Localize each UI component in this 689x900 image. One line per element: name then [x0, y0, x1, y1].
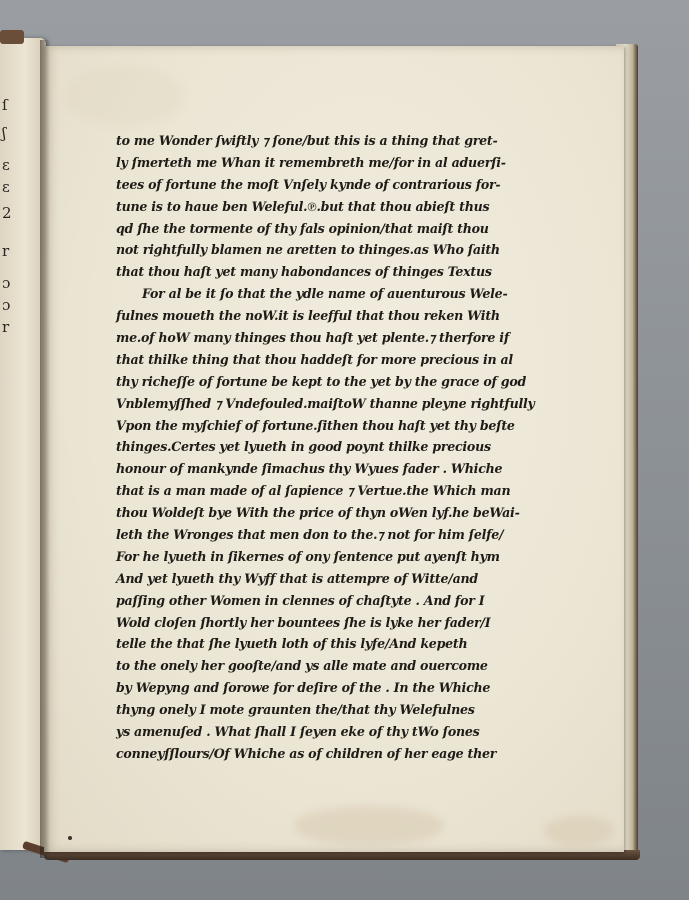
text-line: tune is to haue ben Weleful.℗.but that thou abieſt thus — [116, 198, 490, 214]
text-line: thy richeſſe of fortune be kept to the yet by the grace of god — [116, 373, 527, 389]
book-page — [44, 46, 624, 852]
text-line: thou Woldeſt bye With the price of thyn oWen lyf.he beWai- — [116, 505, 520, 521]
text-line: fulnes moueth the noW.it is leefful that thou reken With — [116, 308, 500, 324]
text-line: Wold cloſen ſhortly her bountees ſhe is lyke her fader/I — [116, 614, 491, 630]
text-line: that thou haſt yet many habondances of thinges Textus — [116, 264, 492, 280]
paper-stain — [64, 66, 184, 126]
text-line: thyng onely I mote graunten the/that thy Welefulnes — [116, 702, 475, 718]
text-line: For he lyueth in ſikernes of ony ſentence put ayenſt hym — [116, 548, 500, 564]
text-line: And yet lyueth thy Wyff that is attempre of Witte/and — [116, 570, 478, 586]
text-line: thinges.Certes yet lyueth in good poynt thilke precious — [116, 439, 491, 455]
paper-stain — [544, 816, 614, 846]
text-line: to me Wonder ſwiftly ⁊ ſone/but this is a thing that gret- — [116, 133, 498, 148]
ink-dot — [68, 836, 72, 840]
margin-glyph: ɔ — [2, 274, 11, 292]
text-line: Vnblemyſſhed ⁊ Vndefouled.maiſtoW thanne pleyne rightfully — [116, 395, 535, 411]
text-line: paſſing other Women in clennes of chaſtyte . And for I — [116, 592, 485, 608]
text-line: conneyſſlours/Of Whiche as of children of her eage ther — [116, 745, 497, 761]
paper-stain — [294, 806, 444, 846]
binding-cord — [0, 30, 24, 44]
binding-gutter-shadow — [40, 40, 50, 858]
margin-glyph: ſ — [2, 96, 8, 114]
text-line: qd ſhe the tormente of thy fals opinion/that maiſt thou — [116, 220, 489, 236]
margin-glyph: r — [2, 242, 10, 260]
margin-glyph: ɛ — [2, 156, 10, 174]
margin-glyph: 2 — [2, 204, 12, 222]
text-line: honour of mankynde ſimachus thy Wyues fader . Whiche — [116, 461, 503, 477]
text-line: by Wepyng and ſorowe for deſire of the . In the Whiche — [116, 680, 491, 696]
text-line: not rightfully blamen ne aretten to thinges.as Who ſaith — [116, 242, 500, 258]
text-line: ys amenuſed . What ſhall I ſeyen eke of thy tWo ſones — [116, 724, 480, 740]
margin-glyph: ʃ — [2, 124, 7, 142]
text-line: Vpon the myſchief of fortune.ſithen thou haſt yet thy beſte — [116, 417, 515, 433]
margin-glyph: r — [2, 318, 10, 336]
text-line: ly ſmerteth me Whan it remembreth me/for in al aduerſi- — [116, 154, 506, 170]
text-line: me.of hoW many thinges thou haſt yet plente.⁊ therfore if — [116, 330, 509, 346]
margin-glyph: ɔ — [2, 296, 11, 314]
text-line: to the onely her gooſte/and ys alle mate and ouercome — [116, 658, 488, 674]
text-line: tees of fortune the moſt Vnſely kynde of contrarious for- — [116, 176, 501, 192]
text-line: that thilke thing that thou haddeſt for more precious in al — [116, 351, 513, 367]
text-line: that is a man made of al ſapience ⁊ Vertue.the Which man — [116, 483, 511, 499]
page-text-block — [116, 130, 536, 765]
text-line: telle the that ſhe lyueth loth of this lyfe/And kepeth — [116, 636, 468, 652]
margin-glyph: ɛ — [2, 178, 10, 196]
text-line: For al be it ſo that the ydle name of auenturous Wele- — [142, 286, 508, 302]
text-line: leth the Wronges that men don to the.⁊ not for him ſelfe/ — [116, 527, 504, 543]
